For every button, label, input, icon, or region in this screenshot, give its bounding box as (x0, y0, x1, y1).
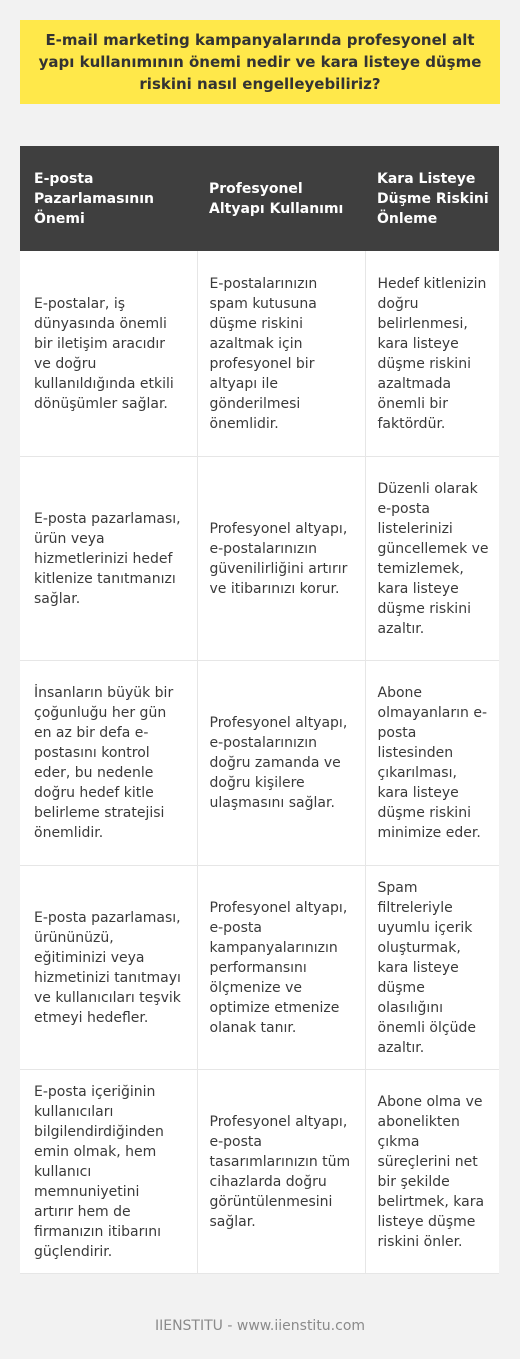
page-title: E-mail marketing kampanyalarında profesyonel alt yapı kullanımının önemi nedir ve kara listeye düşme riskini nasıl engelleyebiliriz? (38, 31, 482, 93)
table-cell: Profesyonel altyapı, e-posta tasarımlarınızın tüm cihazlarda doğru görüntülenmesini sağlar. (197, 1070, 365, 1274)
column-header-professional-infrastructure: Profesyonel Altyapı Kullanımı (197, 146, 365, 251)
table-cell: Profesyonel altyapı, e-postalarınızın güvenilirliğini artırır ve itibarınızı korur. (197, 457, 365, 661)
table-row (20, 866, 499, 1070)
table-cell: Spam filtreleriyle uyumlu içerik oluşturmak, kara listeye düşme olasılığını önemli ölçüde azaltır. (365, 866, 499, 1070)
table-cell: İnsanların büyük bir çoğunluğu her gün en az bir defa e-postasını kontrol eder, bu nedenle doğru hedef kitle belirleme stratejisi önemlidir. (20, 661, 197, 866)
table-header-row (20, 146, 499, 251)
table-cell: E-posta içeriğinin kullanıcıları bilgilendirdiğinden emin olmak, hem kullanıcı memnuniyetini artırır hem de firmanızın itibarını güçlendirir. (20, 1070, 197, 1274)
footer-credit: IIENSTITU - www.iienstitu.com (154, 1318, 366, 1334)
table-row (20, 457, 499, 661)
table-cell: Düzenli olarak e-posta listelerinizi güncellemek ve temizlemek, kara listeye düşme riskini azaltır. (365, 457, 499, 661)
comparison-table (20, 146, 499, 1274)
table-cell: Abone olma ve abonelikten çıkma süreçlerini net bir şekilde belirtmek, kara listeye düşme riskini önler. (365, 1070, 499, 1274)
table-cell: Hedef kitlenizin doğru belirlenmesi, kara listeye düşme riskini azaltmada önemli bir faktördür. (365, 251, 499, 457)
table-cell: E-posta pazarlaması, ürününüzü, eğitiminizi veya hizmetinizi tanıtmayı ve kullanıcıları teşvik etmeyi hedefler. (20, 866, 197, 1070)
table-cell: E-postalar, iş dünyasında önemli bir iletişim aracıdır ve doğru kullanıldığında etkili dönüşümler sağlar. (20, 251, 197, 457)
table-cell: E-posta pazarlaması, ürün veya hizmetlerinizi hedef kitlenize tanıtmanızı sağlar. (20, 457, 197, 661)
column-header-blacklist-prevention: Kara Listeye Düşme Riskini Önleme (365, 146, 499, 251)
page-title-box (20, 20, 500, 104)
comparison-table-container (20, 146, 499, 1274)
table-cell: Profesyonel altyapı, e-postalarınızın doğru zamanda ve doğru kişilere ulaşmasını sağlar. (197, 661, 365, 866)
table-cell: Profesyonel altyapı, e-posta kampanyalarınızın performansını ölçmenize ve optimize etmenize olanak tanır. (197, 866, 365, 1070)
table-cell: E-postalarınızın spam kutusuna düşme riskini azaltmak için profesyonel bir altyapı ile gönderilmesi önemlidir. (197, 251, 365, 457)
table-row (20, 251, 499, 457)
table-row (20, 1070, 499, 1274)
table-row (20, 661, 499, 866)
column-header-email-marketing-importance: E-posta Pazarlamasının Önemi (20, 146, 197, 251)
table-cell: Abone olmayanların e-posta listesinden çıkarılması, kara listeye düşme riskini minimize eder. (365, 661, 499, 866)
